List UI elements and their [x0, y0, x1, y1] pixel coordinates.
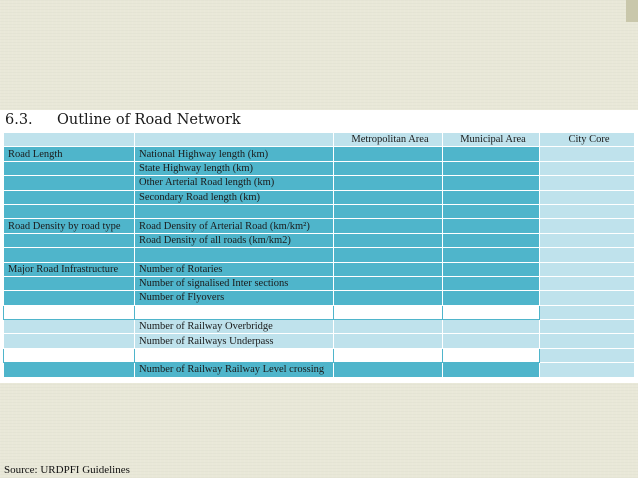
- city-core-value-cell: [540, 348, 635, 362]
- municipal-value-cell: [443, 176, 540, 190]
- municipal-value-cell: [443, 276, 540, 290]
- category-cell: [4, 161, 135, 175]
- municipal-value-cell: [443, 248, 540, 262]
- table-row: [4, 161, 635, 175]
- metropolitan-value-cell: [334, 248, 443, 262]
- municipal-value-cell: [443, 219, 540, 233]
- metropolitan-value-cell: [334, 320, 443, 334]
- indicator-cell: Number of Railways Underpass: [135, 334, 334, 348]
- metropolitan-value-cell: [334, 262, 443, 276]
- metropolitan-value-cell: [334, 276, 443, 290]
- source-caption: Source: URDPFI Guidelines: [4, 464, 130, 476]
- indicator-cell: State Highway length (km): [135, 161, 334, 175]
- metropolitan-value-cell: [334, 334, 443, 348]
- category-cell: Major Road Infrastructure: [4, 262, 135, 276]
- table-row: [4, 219, 635, 233]
- city-core-value-cell: [540, 320, 635, 334]
- table-body: [4, 147, 635, 377]
- municipal-value-cell: [443, 334, 540, 348]
- municipal-value-cell: [443, 262, 540, 276]
- municipal-value-cell: [443, 291, 540, 305]
- indicator-cell: Secondary Road length (km): [135, 190, 334, 204]
- table-header-row: [4, 133, 635, 147]
- metropolitan-value-cell: [334, 291, 443, 305]
- table-row: [4, 348, 635, 362]
- table-row: [4, 233, 635, 247]
- category-cell: [4, 334, 135, 348]
- table-row: [4, 291, 635, 305]
- table-row: [4, 262, 635, 276]
- indicator-cell: [135, 248, 334, 262]
- table-row: [4, 276, 635, 290]
- municipal-value-cell: [443, 320, 540, 334]
- category-cell: [4, 190, 135, 204]
- header-metropolitan-area: Metropolitan Area: [334, 133, 443, 147]
- category-cell: [4, 305, 135, 319]
- table-row: [4, 334, 635, 348]
- municipal-value-cell: [443, 348, 540, 362]
- city-core-value-cell: [540, 233, 635, 247]
- municipal-value-cell: [443, 204, 540, 218]
- city-core-value-cell: [540, 305, 635, 319]
- category-cell: [4, 233, 135, 247]
- category-cell: [4, 320, 135, 334]
- city-core-value-cell: [540, 363, 635, 377]
- category-cell: [4, 204, 135, 218]
- municipal-value-cell: [443, 305, 540, 319]
- metropolitan-value-cell: [334, 348, 443, 362]
- city-core-value-cell: [540, 147, 635, 161]
- table-row: [4, 190, 635, 204]
- indicator-cell: Other Arterial Road length (km): [135, 176, 334, 190]
- city-core-value-cell: [540, 190, 635, 204]
- table-row: [4, 320, 635, 334]
- city-core-value-cell: [540, 219, 635, 233]
- section-title: Outline of Road Network: [57, 112, 241, 128]
- city-core-value-cell: [540, 248, 635, 262]
- table-row: [4, 305, 635, 319]
- indicator-cell: Number of Flyovers: [135, 291, 334, 305]
- header-city-core: City Core: [540, 133, 635, 147]
- metropolitan-value-cell: [334, 204, 443, 218]
- indicator-cell: National Highway length (km): [135, 147, 334, 161]
- indicator-cell: [135, 348, 334, 362]
- category-cell: [4, 276, 135, 290]
- metropolitan-value-cell: [334, 190, 443, 204]
- table-row: [4, 363, 635, 377]
- metropolitan-value-cell: [334, 233, 443, 247]
- city-core-value-cell: [540, 334, 635, 348]
- metropolitan-value-cell: [334, 219, 443, 233]
- city-core-value-cell: [540, 204, 635, 218]
- municipal-value-cell: [443, 233, 540, 247]
- indicator-cell: Number of Railway Overbridge: [135, 320, 334, 334]
- slide-corner-accent: [626, 0, 638, 22]
- category-cell: Road Density by road type: [4, 219, 135, 233]
- indicator-cell: [135, 204, 334, 218]
- city-core-value-cell: [540, 276, 635, 290]
- metropolitan-value-cell: [334, 147, 443, 161]
- category-cell: [4, 348, 135, 362]
- metropolitan-value-cell: [334, 161, 443, 175]
- table-row: [4, 248, 635, 262]
- document-image: [0, 110, 638, 383]
- section-number: 6.3.: [5, 112, 33, 128]
- city-core-value-cell: [540, 291, 635, 305]
- indicator-cell: Road Density of all roads (km/km2): [135, 233, 334, 247]
- city-core-value-cell: [540, 176, 635, 190]
- metropolitan-value-cell: [334, 363, 443, 377]
- city-core-value-cell: [540, 161, 635, 175]
- category-cell: Road Length: [4, 147, 135, 161]
- indicator-cell: Road Density of Arterial Road (km/km²): [135, 219, 334, 233]
- category-cell: [4, 248, 135, 262]
- category-cell: [4, 363, 135, 377]
- municipal-value-cell: [443, 190, 540, 204]
- metropolitan-value-cell: [334, 176, 443, 190]
- header-cell: [4, 133, 135, 147]
- table-row: [4, 204, 635, 218]
- category-cell: [4, 176, 135, 190]
- indicator-cell: Number of signalised Inter sections: [135, 276, 334, 290]
- header-cell: [135, 133, 334, 147]
- table-row: [4, 147, 635, 161]
- municipal-value-cell: [443, 147, 540, 161]
- category-cell: [4, 291, 135, 305]
- city-core-value-cell: [540, 262, 635, 276]
- header-municipal-area: Municipal Area: [443, 133, 540, 147]
- road-network-table: [3, 132, 635, 378]
- indicator-cell: Number of Rotaries: [135, 262, 334, 276]
- indicator-cell: Number of Railway Railway Level crossing: [135, 363, 334, 377]
- table-row: [4, 176, 635, 190]
- section-heading: [5, 112, 241, 132]
- municipal-value-cell: [443, 161, 540, 175]
- metropolitan-value-cell: [334, 305, 443, 319]
- indicator-cell: [135, 305, 334, 319]
- municipal-value-cell: [443, 363, 540, 377]
